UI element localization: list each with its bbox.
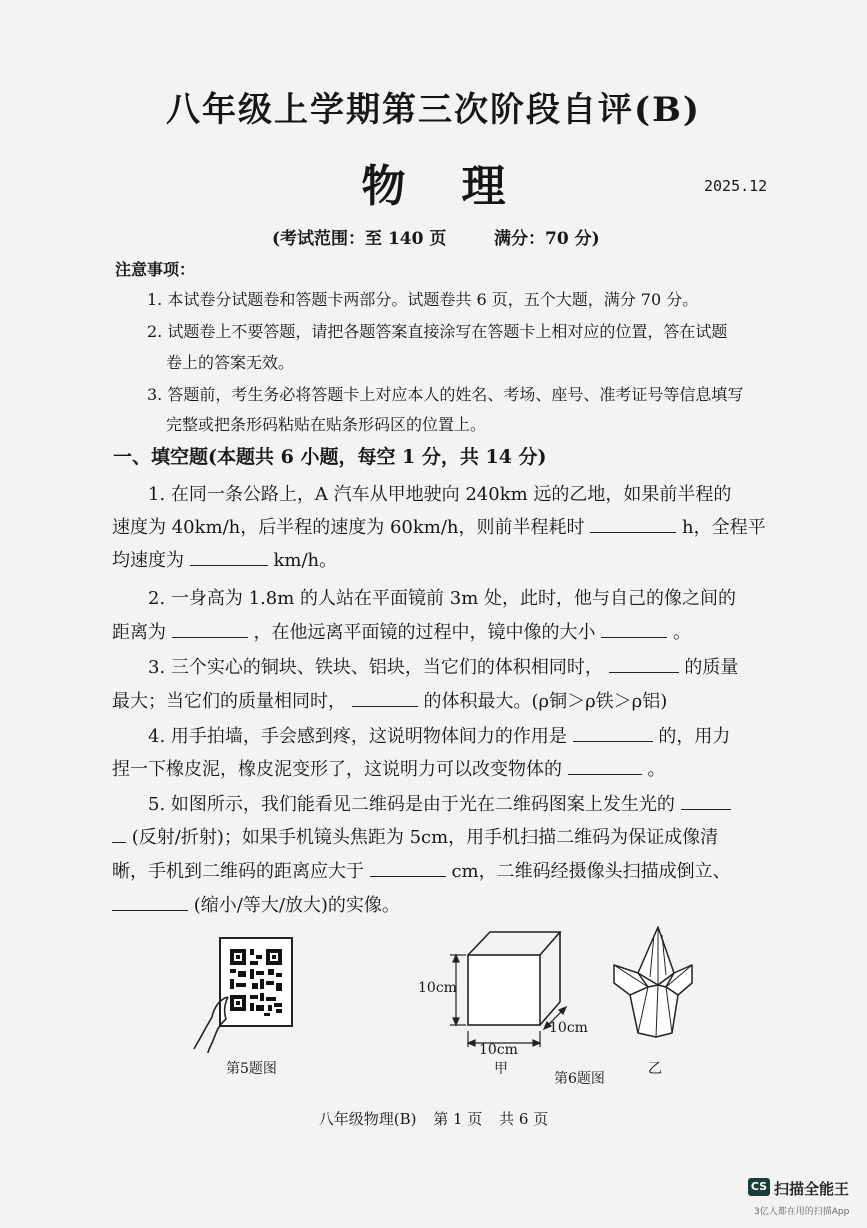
q5-text-e: (缩小/等大/放大)的实像。 [193, 895, 400, 916]
cube-depth-label: 10cm [549, 1020, 588, 1036]
exam-scope: (考试范围：至 140 页 [272, 229, 447, 249]
q3-line1 [148, 653, 738, 679]
q1-line2 [112, 513, 766, 539]
q4-line2 [112, 755, 665, 781]
q2-line2 [112, 618, 691, 644]
q3-text-a: 3. 三个实心的铜块、铁块、铝块，当它们的体积相同时， [148, 657, 603, 678]
footer-page: 第 1 页 [433, 1110, 483, 1128]
note-2-cont: 卷上的答案无效。 [166, 353, 295, 372]
fig6-caption: 第6题图 [554, 1071, 605, 1087]
footer-total: 共 6 页 [499, 1110, 549, 1128]
q5-text-b: (反射/折射)；如果手机镜头焦距为 5cm，用手机扫描二维码为保证成像清 [131, 827, 719, 848]
exam-title: 八年级上学期第三次阶段自评(B) [166, 90, 701, 130]
q5-line1 [148, 790, 731, 816]
cube-width-label: 10cm [479, 1042, 518, 1058]
cube-height-label: 10cm [418, 980, 457, 996]
cube-side-face [540, 932, 560, 1025]
q5-text-d: cm，二维码经摄像头扫描成倒立、 [451, 861, 731, 882]
fig5-caption: 第5题图 [226, 1061, 277, 1077]
q3-text-b: 的质量 [684, 657, 739, 678]
q5-blank-distance[interactable] [370, 858, 446, 877]
subject-title: 物理 [361, 161, 562, 212]
note-3-cont: 完整或把条形码粘贴在贴条形码区的位置上。 [166, 415, 487, 434]
q2-blank-size[interactable] [601, 619, 667, 638]
qr-code-figure [190, 935, 300, 1055]
fig6-label-yi: 乙 [648, 1061, 662, 1077]
q5-text-c: 晰，手机到二维码的距离应大于 [112, 861, 364, 882]
q5-line2 [112, 823, 718, 849]
q1-text: 速度为 40km/h，后半程的速度为 60km/h，则前半程耗时 [112, 517, 585, 538]
q2-line1: 2. 一身高为 1.8m 的人站在平面镜前 3m 处，此时，他与自己的像之间的 [148, 588, 736, 609]
q4-text-a: 4. 用手拍墙，手会感到疼，这说明物体间力的作用是 [148, 726, 567, 747]
page-footer [0, 1108, 867, 1129]
q2-blank-distance[interactable] [172, 619, 248, 638]
q5-text-a: 5. 如图所示，我们能看见二维码是由于光在二维码图案上发生光的 [148, 794, 675, 815]
q4-text-b: 的，用力 [658, 726, 731, 747]
q2-text-c: 。 [672, 622, 691, 643]
q1-unit-h: h，全程平 [682, 517, 766, 538]
q5-line4 [112, 891, 400, 917]
q1-line1: 1. 在同一条公路上，A 汽车从甲地驶向 240km 远的乙地，如果前半程的 [148, 484, 732, 505]
q4-text-d: 。 [647, 759, 666, 780]
q3-blank-mass[interactable] [609, 654, 679, 673]
q3-blank-volume[interactable] [352, 688, 418, 707]
q4-line1 [148, 722, 730, 748]
q1-blank-time[interactable] [590, 514, 676, 533]
full-score: 满分：70 分) [494, 229, 600, 249]
camscanner-logo-icon: CS [748, 1178, 770, 1196]
note-2: 2. 试题卷上不要答题，请把各题答案直接涂写在答题卡上相对应的位置，答在试题 [147, 322, 728, 341]
cube-top-face [468, 932, 560, 955]
q1-line3 [112, 546, 337, 572]
q5-line3 [112, 857, 731, 883]
folded-shape-figure [608, 925, 696, 1040]
section-heading: 一、填空题(本题共 6 小题，每空 1 分，共 14 分) [113, 446, 547, 468]
notes-heading: 注意事项： [115, 260, 196, 279]
camscanner-tagline: 3亿人都在用的扫描App [754, 1207, 850, 1217]
q5-blank-size[interactable] [112, 892, 188, 911]
q3-text-d: 的体积最大。(ρ铜＞ρ铁＞ρ铝) [423, 691, 668, 712]
q4-blank-shape[interactable] [568, 756, 642, 775]
q4-blank-mutual[interactable] [573, 723, 653, 742]
q1-avg-text: 均速度为 [112, 550, 184, 571]
camscanner-brand: 扫描全能王 [774, 1180, 850, 1198]
note-3: 3. 答题前，考生务必将答题卡上对应本人的姓名、考场、座号、准考证号等信息填写 [147, 385, 744, 404]
shape-body [630, 985, 678, 1037]
exam-date: 2025.12 [704, 177, 768, 195]
q1-blank-speed[interactable] [190, 547, 268, 566]
q3-line2 [112, 687, 667, 713]
footer-course: 八年级物理(B) [318, 1110, 417, 1128]
cube-front-face [468, 955, 540, 1025]
q4-text-c: 捏一下橡皮泥，橡皮泥变形了，这说明力可以改变物体的 [112, 759, 562, 780]
q5-blank-reflect-a[interactable] [681, 791, 731, 810]
q5-blank-reflect-b[interactable] [112, 824, 126, 843]
q2-text-a: 距离为 [112, 622, 166, 643]
shape-top-point [638, 927, 674, 985]
q2-text-b: ，在他远离平面镜的过程中，镜中像的大小 [253, 622, 596, 643]
fig6-label-jia: 甲 [494, 1061, 508, 1077]
note-1: 1. 本试卷分试题卷和答题卡两部分。试题卷共 6 页，五个大题，满分 70 分。 [147, 290, 699, 309]
q3-text-c: 最大；当它们的质量相同时， [112, 691, 346, 712]
q1-unit-kmh: km/h。 [273, 550, 338, 571]
